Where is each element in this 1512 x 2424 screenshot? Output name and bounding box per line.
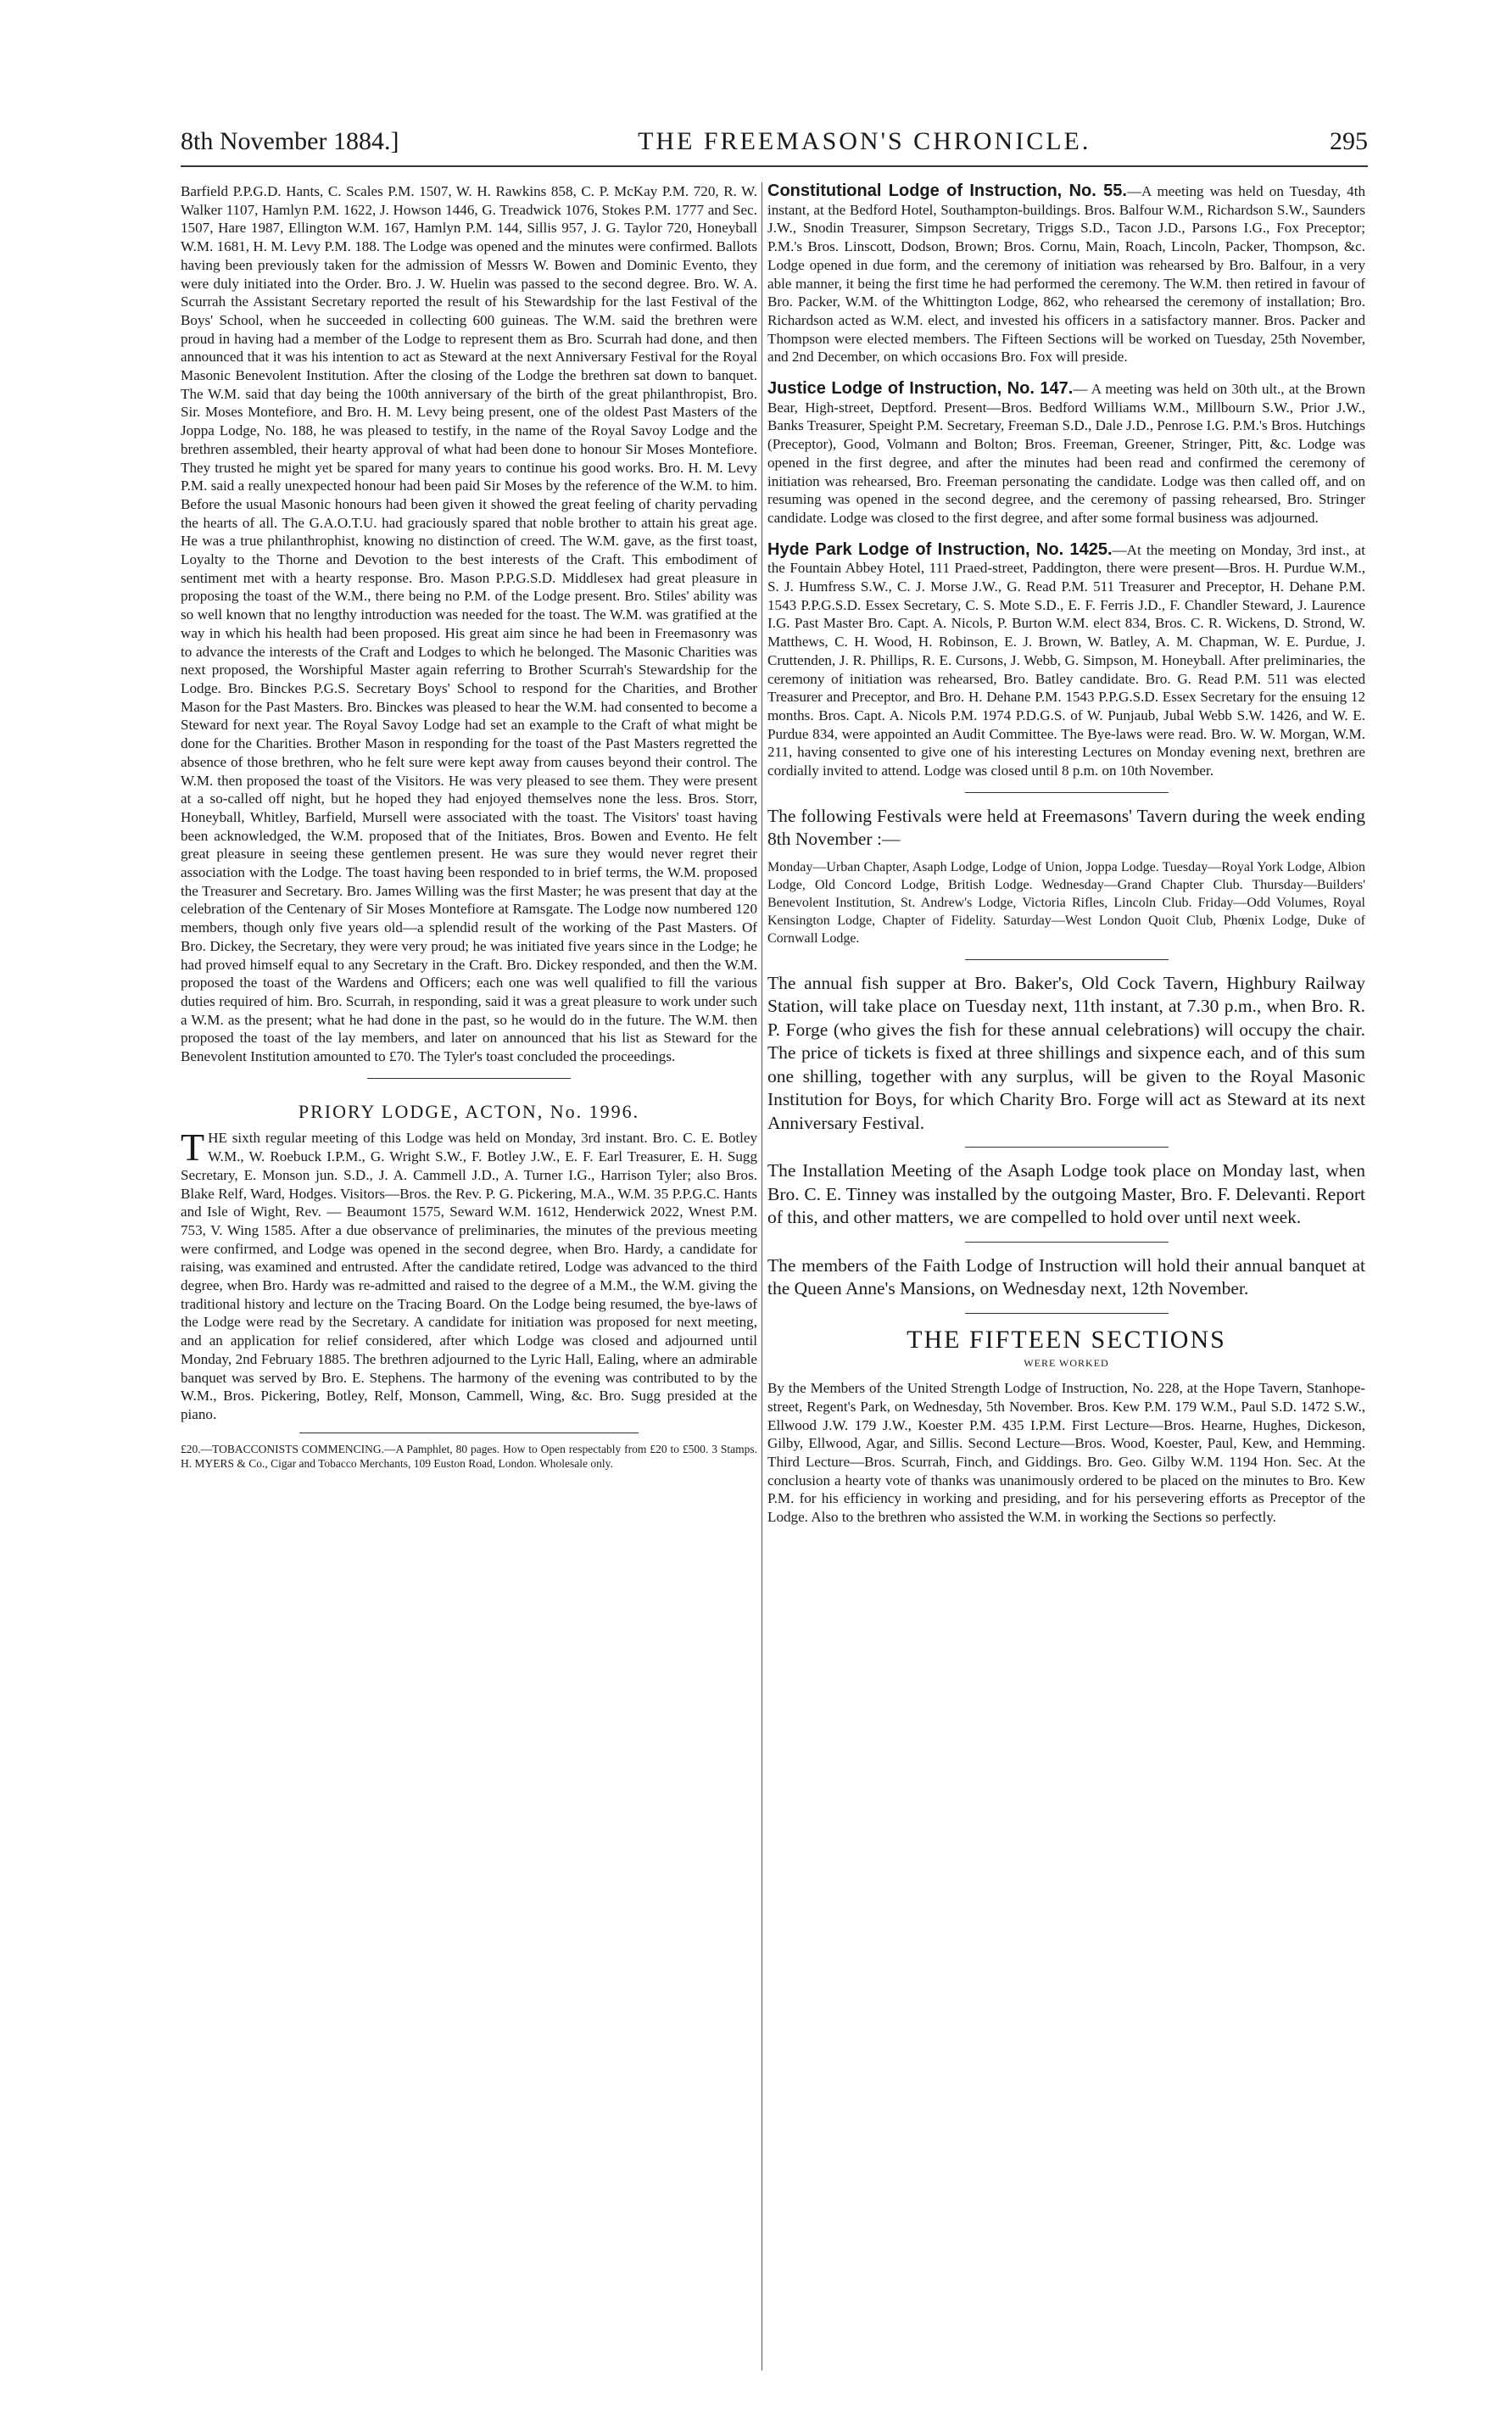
justice-lodge-body: — A meeting was held on 30th ult., at the Brown Bear, High-street, Deptford. Present—Bros. Bedford Williams W.M., Millbourn S.W., Prior J.W., Banks Treasurer, Speight P.M. Secretary, Freeman S.D., Dale J.D., Penrose I.G. P.M.'s Bros. Hutchings (Preceptor), Good, Volmann and Bolton; Bros. Freeman, Greener, Stringer, Pitt, &c. Lodge was opened in the first degree, and after the minutes had been read and confirmed the ceremony of initiation was rehearsed, Bro. Freeman personating the candidate. Lodge was then called off, and on resuming was opened in the second degree, and the ceremony of passing rehearsed, Bro. Stringer candidate. Lodge was closed to the first degree, and after some formal business was adjourned. — [767, 381, 1365, 526]
faith-lodge-notice: The members of the Faith Lodge of Instruction will hold their annual banquet at the Queen Anne's Mansions, on Wednesday next, 12th November. — [767, 1254, 1365, 1299]
fifteen-sections-title: THE FIFTEEN SECTIONS — [907, 1325, 1226, 1354]
article-separator — [965, 959, 1169, 960]
justice-lodge-report — [767, 380, 1365, 528]
header-date: 8th November 1884.] — [181, 127, 399, 155]
justice-lodge-title: Justice Lodge of Instruction, No. 147. — [767, 379, 1074, 399]
priory-lodge-title: PRIORY LODGE, ACTON, No. 1996. — [298, 1100, 640, 1122]
constitutional-lodge-title: Constitutional Lodge of Instruction, No. 55. — [767, 182, 1127, 200]
article-separator — [965, 1313, 1169, 1314]
page-number: 295 — [1329, 127, 1368, 155]
header-rule — [181, 165, 1368, 167]
hyde-park-lodge-body: —At the meeting on Monday, 3rd inst., at the Fountain Abbey Hotel, 111 Praed-street, Paddington, there were present—Bros. H. Purdue W.M., S. J. Humfress S.W., C. J. Morse J.W., G. Read P.M. 511 Treasurer and Preceptor, H. Dehane P.M. 1543 P.P.G.S.D. Essex Secretary, C. S. Mote S.D., E. F. Ferris J.D., F. Chandler Steward, J. Laurence I.G. Past Master Bro. Capt. A. Nicols, P. Burton W.M. elect 834, Bros. C. R. Wickens, D. Strond, W. Matthews, C. H. Wood, H. Robinson, E. J. Brown, W. Batley, A. M. Chapman, W. E. Purdue, J. Cruttenden, J. R. Phillips, R. E. Cursons, J. Webb, G. Simpson, M. Honeyball. After preliminaries, the ceremony of initiation was rehearsed, Bro. Batley candidate. Bro. G. Read P.M. 511 was elected Treasurer and Preceptor, and Bro. H. Dehane P.M. 1543 P.P.G.S.D. Essex Secretary for the ensuing 12 months. Bros. Capt. A. Nicols P.M. 1974 P.D.G.S. of W. Punjaub, Jubal Webb S.W. 1426, and W. E. Purdue 834, were appointed an Audit Committee. The Bye-laws were read. Bro. W. W. Morgan, W.M. 211, having consented to give one of his interesting Lectures on Monday evening next, brethren are cordially invited to attend. Lodge was closed until 8 p.m. on 10th November. — [767, 541, 1365, 779]
page-header — [181, 127, 1368, 165]
fifteen-sections-body: By the Members of the United Strength Lodge of Instruction, No. 228, at the Hope Tavern, Stanhope-street, Regent's Park, on Wednesday, 5th November. Bros. Kew P.M. 179 W.M., Paul S.D. 1472 S.W., Ellwood J.W. 179 J.W., Koester P.M. 435 I.P.M. First Lecture—Bros. Hearne, Hughes, Dickeson, Gilby, Ellwood, Agar, and Sillis. Second Lecture—Bros. Wood, Koester, Paul, Kew, and Hemming. Third Lecture—Bros. Scurrah, Finch, and Giddings. Bro. Geo. Gilby W.M. 1194 Hon. Sec. At the conclusion a hearty vote of thanks was unanimously ordered to be placed on the minutes to Bro. Kew P.M. for his efficiency in working and presiding, and for his persevering efforts as Preceptor of the Lodge. Also to the brethren who assisted the W.M. in working the Sections so perfectly. — [767, 1380, 1365, 1526]
priory-lodge-body: HE sixth regular meeting of this Lodge was held on Monday, 3rd instant. Bro. C. E. Botley W.M., W. Roebuck I.P.M., G. Wright S.W., F. Botley J.W., E. F. Earl Treasurer, E. H. Sugg Secretary, E. Monson jun. S.D., J. A. Cammell J.D., A. Turner I.G., Harrison Tyler; also Bros. Blake Relf, Ward, Hodges. Visitors—Bros. the Rev. P. G. Pickering, M.A., W.M. 35 P.P.G.C. Hants and Isle of Wight, Rev. — Beaumont 1575, Seward W.M. 1612, Henderwick 2022, Wnest P.M. 753, V. Wing 1585. After a due observance of preliminaries, the minutes of the previous meeting were confirmed, and Lodge was opened in the second degree, when Bro. Hardy, a candidate for raising, was examined and entrusted. After the candidate retired, Lodge was advanced to the third degree, when Bro. Hardy was re-admitted and raised to the degree of a M.M., the W.M. giving the traditional history and lecture on the Tracing Board. On the Lodge being resumed, the bye-laws of the Lodge were read by the Secretary. A candidate for initiation was proposed for next meeting, and an application for relief considered, after which Lodge was closed and adjourned until Monday, 2nd February 1885. The brethren adjourned to the Lyric Hall, Ealing, where an admirable banquet was served by Bro. E. Stephens. The harmony of the evening was contributed to by the W.M., Bros. Pickering, Botley, Relf, Monson, Cammell, Wing, &c. Bro. Sugg presided at the piano. — [181, 1130, 757, 1422]
priory-lodge-report — [181, 1125, 757, 1423]
hyde-park-lodge-title: Hyde Park Lodge of Instruction, No. 1425. — [767, 539, 1113, 559]
festivals-intro: The following Festivals were held at Freemasons' Tavern during the week ending 8th November :— — [767, 805, 1365, 850]
masthead: THE FREEMASON'S CHRONICLE. — [638, 127, 1091, 155]
constitutional-lodge-report — [767, 182, 1365, 366]
fish-supper-notice: The annual fish supper at Bro. Baker's, Old Cock Tavern, Highbury Railway Station, will take place on Tuesday next, 11th instant, at 7.30 p.m., when Bro. R. P. Forge (who gives the fish for these annual celebrations) will occupy the chair. The price of tickets is fixed at three shillings and sixpence each, and of this sum one shilling, together with any surplus, will be given to the Royal Masonic Institution for Boys, for which Charity Bro. Forge will act as Steward at its next Anniversary Festival. — [767, 972, 1365, 1133]
installation-notice: The Installation Meeting of the Asaph Lodge took place on Monday last, when Bro. C. E. Tinney was installed by the outgoing Master, Bro. F. Delevanti. Report of this, and other matters, we are compelled to hold over until next week. — [767, 1160, 1365, 1228]
article-separator — [367, 1078, 571, 1079]
hyde-park-lodge-report — [767, 541, 1365, 780]
constitutional-lodge-body: —A meeting was held on Tuesday, 4th instant, at the Bedford Hotel, Southampton-buildings. Bros. Balfour W.M., Richardson S.W., Saunders J.W., Snodin Treasurer, Simpson Secretary, Triggs S.D., Tacon J.D., Parsons I.G., Fox Preceptor; P.M.'s Bros. Linscott, Dodson, Brown; Bros. Cornu, Main, Roach, Lincoln, Packer, Thompson, &c. Lodge opened in due form, and the ceremony of initiation was rehearsed by Bro. Balfour, in a very able manner, it being the first time he had performed the ceremony. The W.M. then retired in favour of Bro. Packer, W.M. of the Whittington Lodge, 862, who rehearsed the ceremony of installation; Bro. Richardson acted as W.M. elect, and invested his officers in a satisfactory manner. Bros. Packer and Thompson were elected members. The Fifteen Sections will be worked on Tuesday, 25th November, and 2nd December, on which occasions Bro. Fox will preside. — [767, 183, 1365, 366]
barfield-report: Barfield P.P.G.D. Hants, C. Scales P.M. 1507, W. H. Rawkins 858, C. P. McKay P.M. 720, R. W. Walker 1107, Hamlyn P.M. 1622, J. Howson 1446, G. Treadwick 1076, Stokes P.M. 1777 and Sec. 1507, Hare 1987, Ellington W.M. 167, Hamlyn P.M. 144, Sillis 957, J. G. Taylor 720, Honeyball W.M. 1681, H. M. Levy P.M. 188. The Lodge was opened and the minutes were confirmed. Ballots having been previously taken for the admission of Messrs W. Bowen and Dominic Evento, they were duly initiated into the Order. Bro. J. W. Huelin was passed to the second degree. Bro. W. A. Scurrah the Assistant Secretary reported the result of his Stewardship for the last Festival of the Boys' School, when he succeeded in collecting 600 guineas. The W.M. said the brethren were proud in having had a member of the Lodge to represent them as Bro. Scurrah had done, and then announced that it was his intention to act as Steward at the next Anniversary Festival for the Royal Masonic Benevolent Institution. After the closing of the Lodge the brethren sat down to banquet. The W.M. said that day being the 100th anniversary of the birth of the great philanthropist, Bro. Sir. Moses Montefiore, and Bro. H. M. Levy being present, one of the oldest Past Masters of the Joppa Lodge, No. 188, he was pleased to testify, in the name of the Royal Savoy Lodge and the brethren assembled, their hearty approval of what had been done to honour Sir Moses Montefiore. They trusted he might yet be spared for many years to continue his good works. Bro. H. M. Levy P.M. said a really unexpected honour had been paid Sir Moses by the reference of the W.M. to him. Before the usual Masonic honours had been given it showed the great feeling of charity pervading the hearts of all. The G.A.O.T.U. had graciously spared that noble brother to attain his great age. He was a true philanthrophist, knowing no distinction of creed. The W.M. gave, as the first toast, Loyalty to the Thorne and Devotion to the best interests of the Craft. This embodiment of sentiment met with a hearty response. Bro. Mason P.P.G.S.D. Middlesex had great pleasure in proposing the toast of the W.M., there being no P.M. of the Lodge present. Bro. Stiles' ability was so well known that no lengthy introduction was needed for the toast. The W.M. was gratified at the way in which his health had been proposed. His great aim since he had been in Freemasonry was to advance the interests of the Craft and Lodges to which he belonged. The Masonic Charities was next proposed, the Worshipful Master again referring to Brother Scurrah's Stewardship for the Lodge. Bro. Binckes P.G.S. Secretary Boys' School to respond for the Charities, and Brother Mason for the Past Masters. Bro. Binckes was pleased to hear the W.M. had consented to become a Steward for next year. The Royal Savoy Lodge had set an example to the Craft of what might be done for the Charities. Brother Mason in responding for the toast of the Past Masters regretted the absence of those brethren, who he felt sure were kept away from causes beyond their control. The W.M. then proposed the toast of the Visitors. He was very pleased to see them. They were present at a so-called off night, but he hoped they had enjoyed themselves none the less. Bros. Storr, Honeyball, Whitley, Barfield, Mursell were associated with the toast. The Visitors' toast having been acknowledged, the W.M. proposed that of the Initiates, Bros. Bowen and Evento. He felt great pleasure in seeing these gentlemen present. He was sure they would never regret their association with the Lodge. The toast having been responded to in brief terms, the W.M. proposed the Treasurer and Secretary. Bro. James Willing was the first Master; he was present that day at the celebration of the Centenary of Sir Moses Montefiore at Ramsgate. The Lodge now numbered 120 members, though only five years old—a splendid result of the working of the Past Masters. Of Bro. Dickey, the Secretary, they were very proud; he was initiated five years since in the Lodge; he had proved himself equal to any Secretary in the Craft. Bro. Dickey responded, and then the W.M. proposed the toast of the Wardens and Officers; each one was well qualified to fill the various duties required of him. Bro. Scurrah, in responding, said it was a great pleasure to work under such a W.M. as the present; what he had done in the past, so he would do in the future. The W.M. then proposed the toast of the lay members, and later on announced that his list as Steward for the Benevolent Institution amounted to £70. The Tyler's toast concluded the proceedings. — [181, 183, 757, 1065]
left-column — [181, 182, 757, 1471]
drop-cap: T — [181, 1125, 205, 1170]
article-separator — [965, 1147, 1169, 1148]
tobacconists-advert: £20.—TOBACCONISTS COMMENCING.—A Pamphlet, 80 pages. How to Open respectably from £20 to £500. 3 Stamps. H. MYERS & Co., Cigar and Tobacco Merchants, 109 Euston Road, London. Wholesale only. — [181, 1442, 757, 1470]
article-separator — [965, 792, 1169, 793]
fifteen-sections-subtitle: WERE WORKED — [1024, 1356, 1109, 1369]
festivals-list: Monday—Urban Chapter, Asaph Lodge, Lodge of Union, Joppa Lodge. Tuesday—Royal York Lodge, Albion Lodge, Old Concord Lodge, British Lodge. Wednesday—Grand Chapter Club. Thursday—Builders' Benevolent Institution, St. Andrew's Lodge, Victoria Rifles, Lincoln Club. Friday—Odd Volumes, Royal Kensington Lodge, Chapter of Fidelity. Saturday—West London Quoit Club, Phœnix Lodge, Duke of Cornwall Lodge. — [767, 859, 1365, 946]
right-column — [767, 182, 1365, 1527]
article-separator — [965, 1242, 1169, 1243]
